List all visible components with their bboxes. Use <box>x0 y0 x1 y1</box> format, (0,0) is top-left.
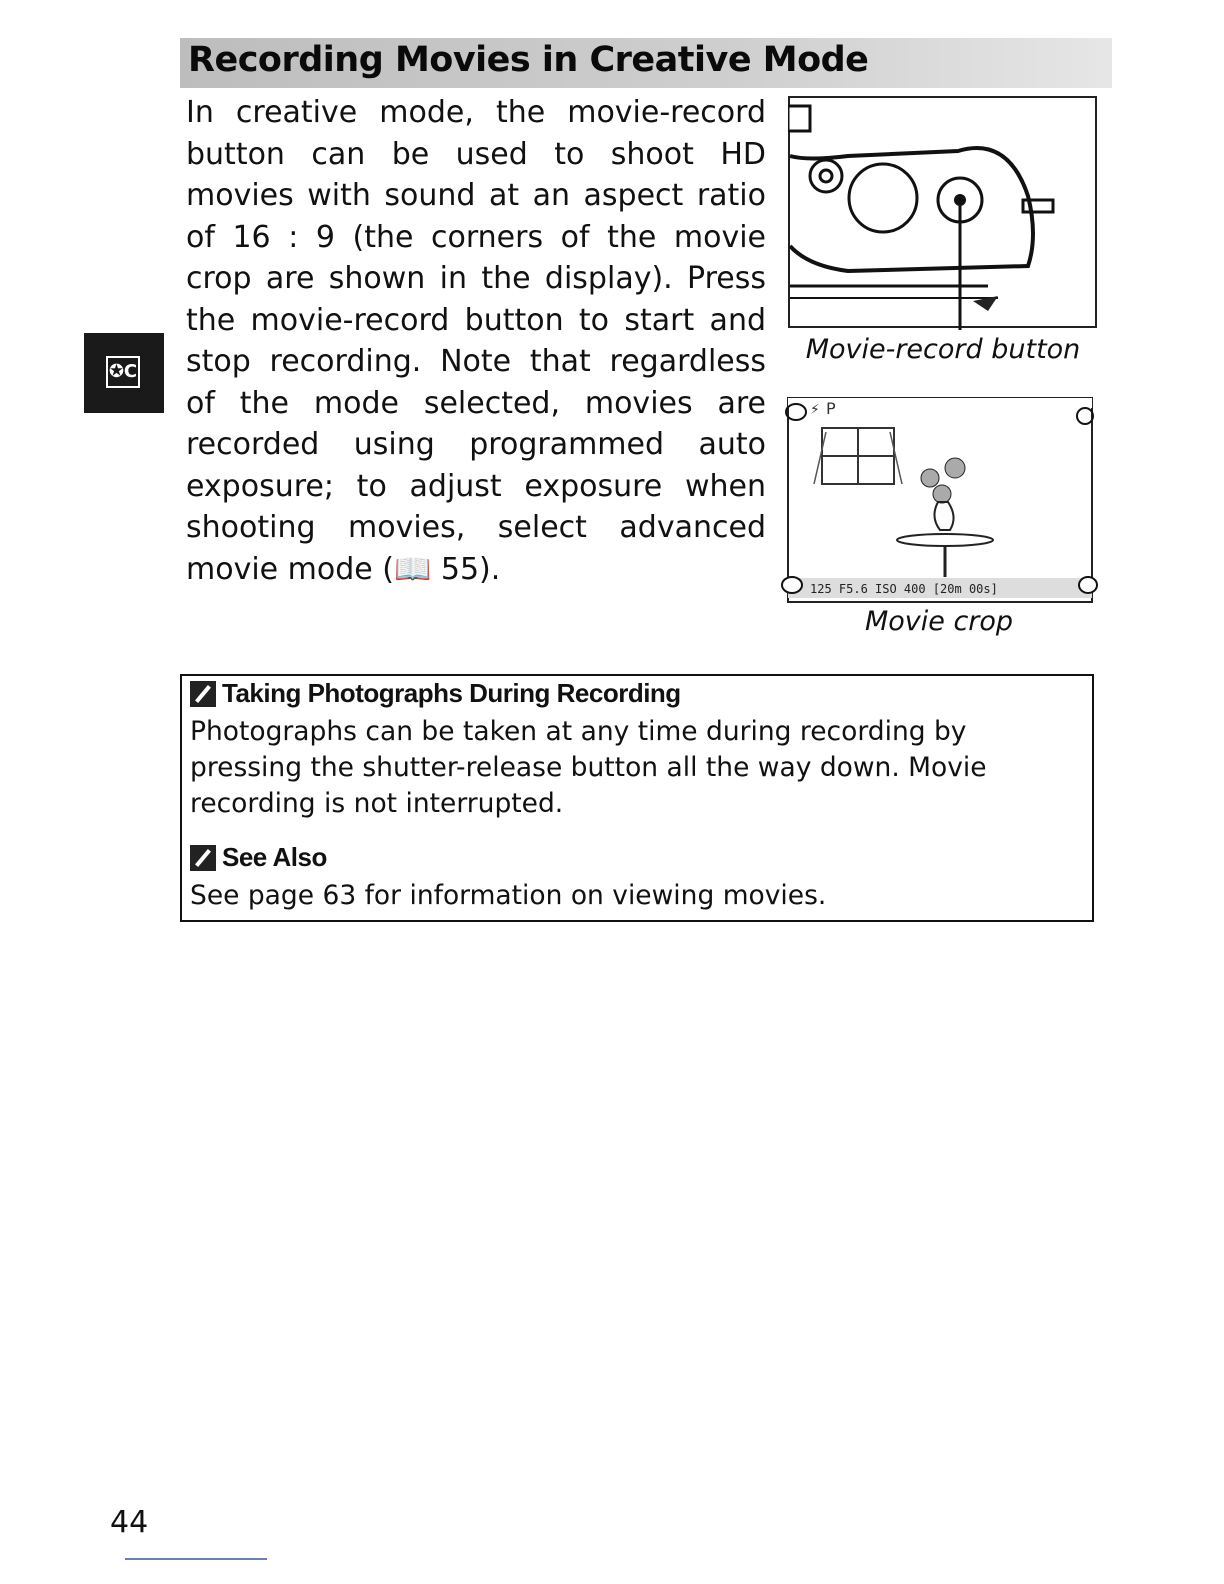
heading-bar <box>180 38 1112 88</box>
footer-divider <box>125 1558 267 1560</box>
display-mode-label: P <box>826 399 836 418</box>
status-bar-text: 125 F5.6 ISO 400 [20m 00s] <box>810 582 998 596</box>
movie-record-button-figure <box>788 96 1098 330</box>
note-1-heading <box>190 678 681 709</box>
note-1-title: Taking Photographs During Recording <box>222 678 681 708</box>
note-2-text: See page 63 for information on viewing movies. <box>190 880 827 911</box>
figure1-caption: Movie-record button <box>805 334 1081 365</box>
pencil-icon <box>190 845 216 871</box>
page-title: Recording Movies in Creative Mode <box>188 40 869 80</box>
pencil-icon <box>190 681 216 707</box>
notes-box <box>180 674 1094 922</box>
note-1-text: Photographs can be taken at any time during recording by pressing the shutter-release button all the way down. Movie recording is not interrupted. <box>190 716 987 819</box>
creative-mode-icon: ✪C <box>106 356 140 388</box>
page-number: 44 <box>110 1505 149 1540</box>
svg-text:⚡: ⚡ <box>810 402 820 418</box>
figure2-caption: Movie crop <box>864 606 1014 637</box>
section-tab <box>84 333 164 413</box>
body-paragraph: In creative mode, the movie-record button can be used to shoot HD movies with sound at an aspect ratio of 16 : 9 (the corners of the movie crop are shown in the display). Press the movie-record button to start and stop recording. Note that regardless of the mode selected, movies are recorded using programmed auto exposure; to adjust exposure when shooting movies, select advanced movie mode (📖 55). <box>186 95 766 587</box>
note-2-heading <box>190 842 327 873</box>
movie-crop-figure <box>780 392 1100 606</box>
note-2-title: See Also <box>222 842 327 872</box>
